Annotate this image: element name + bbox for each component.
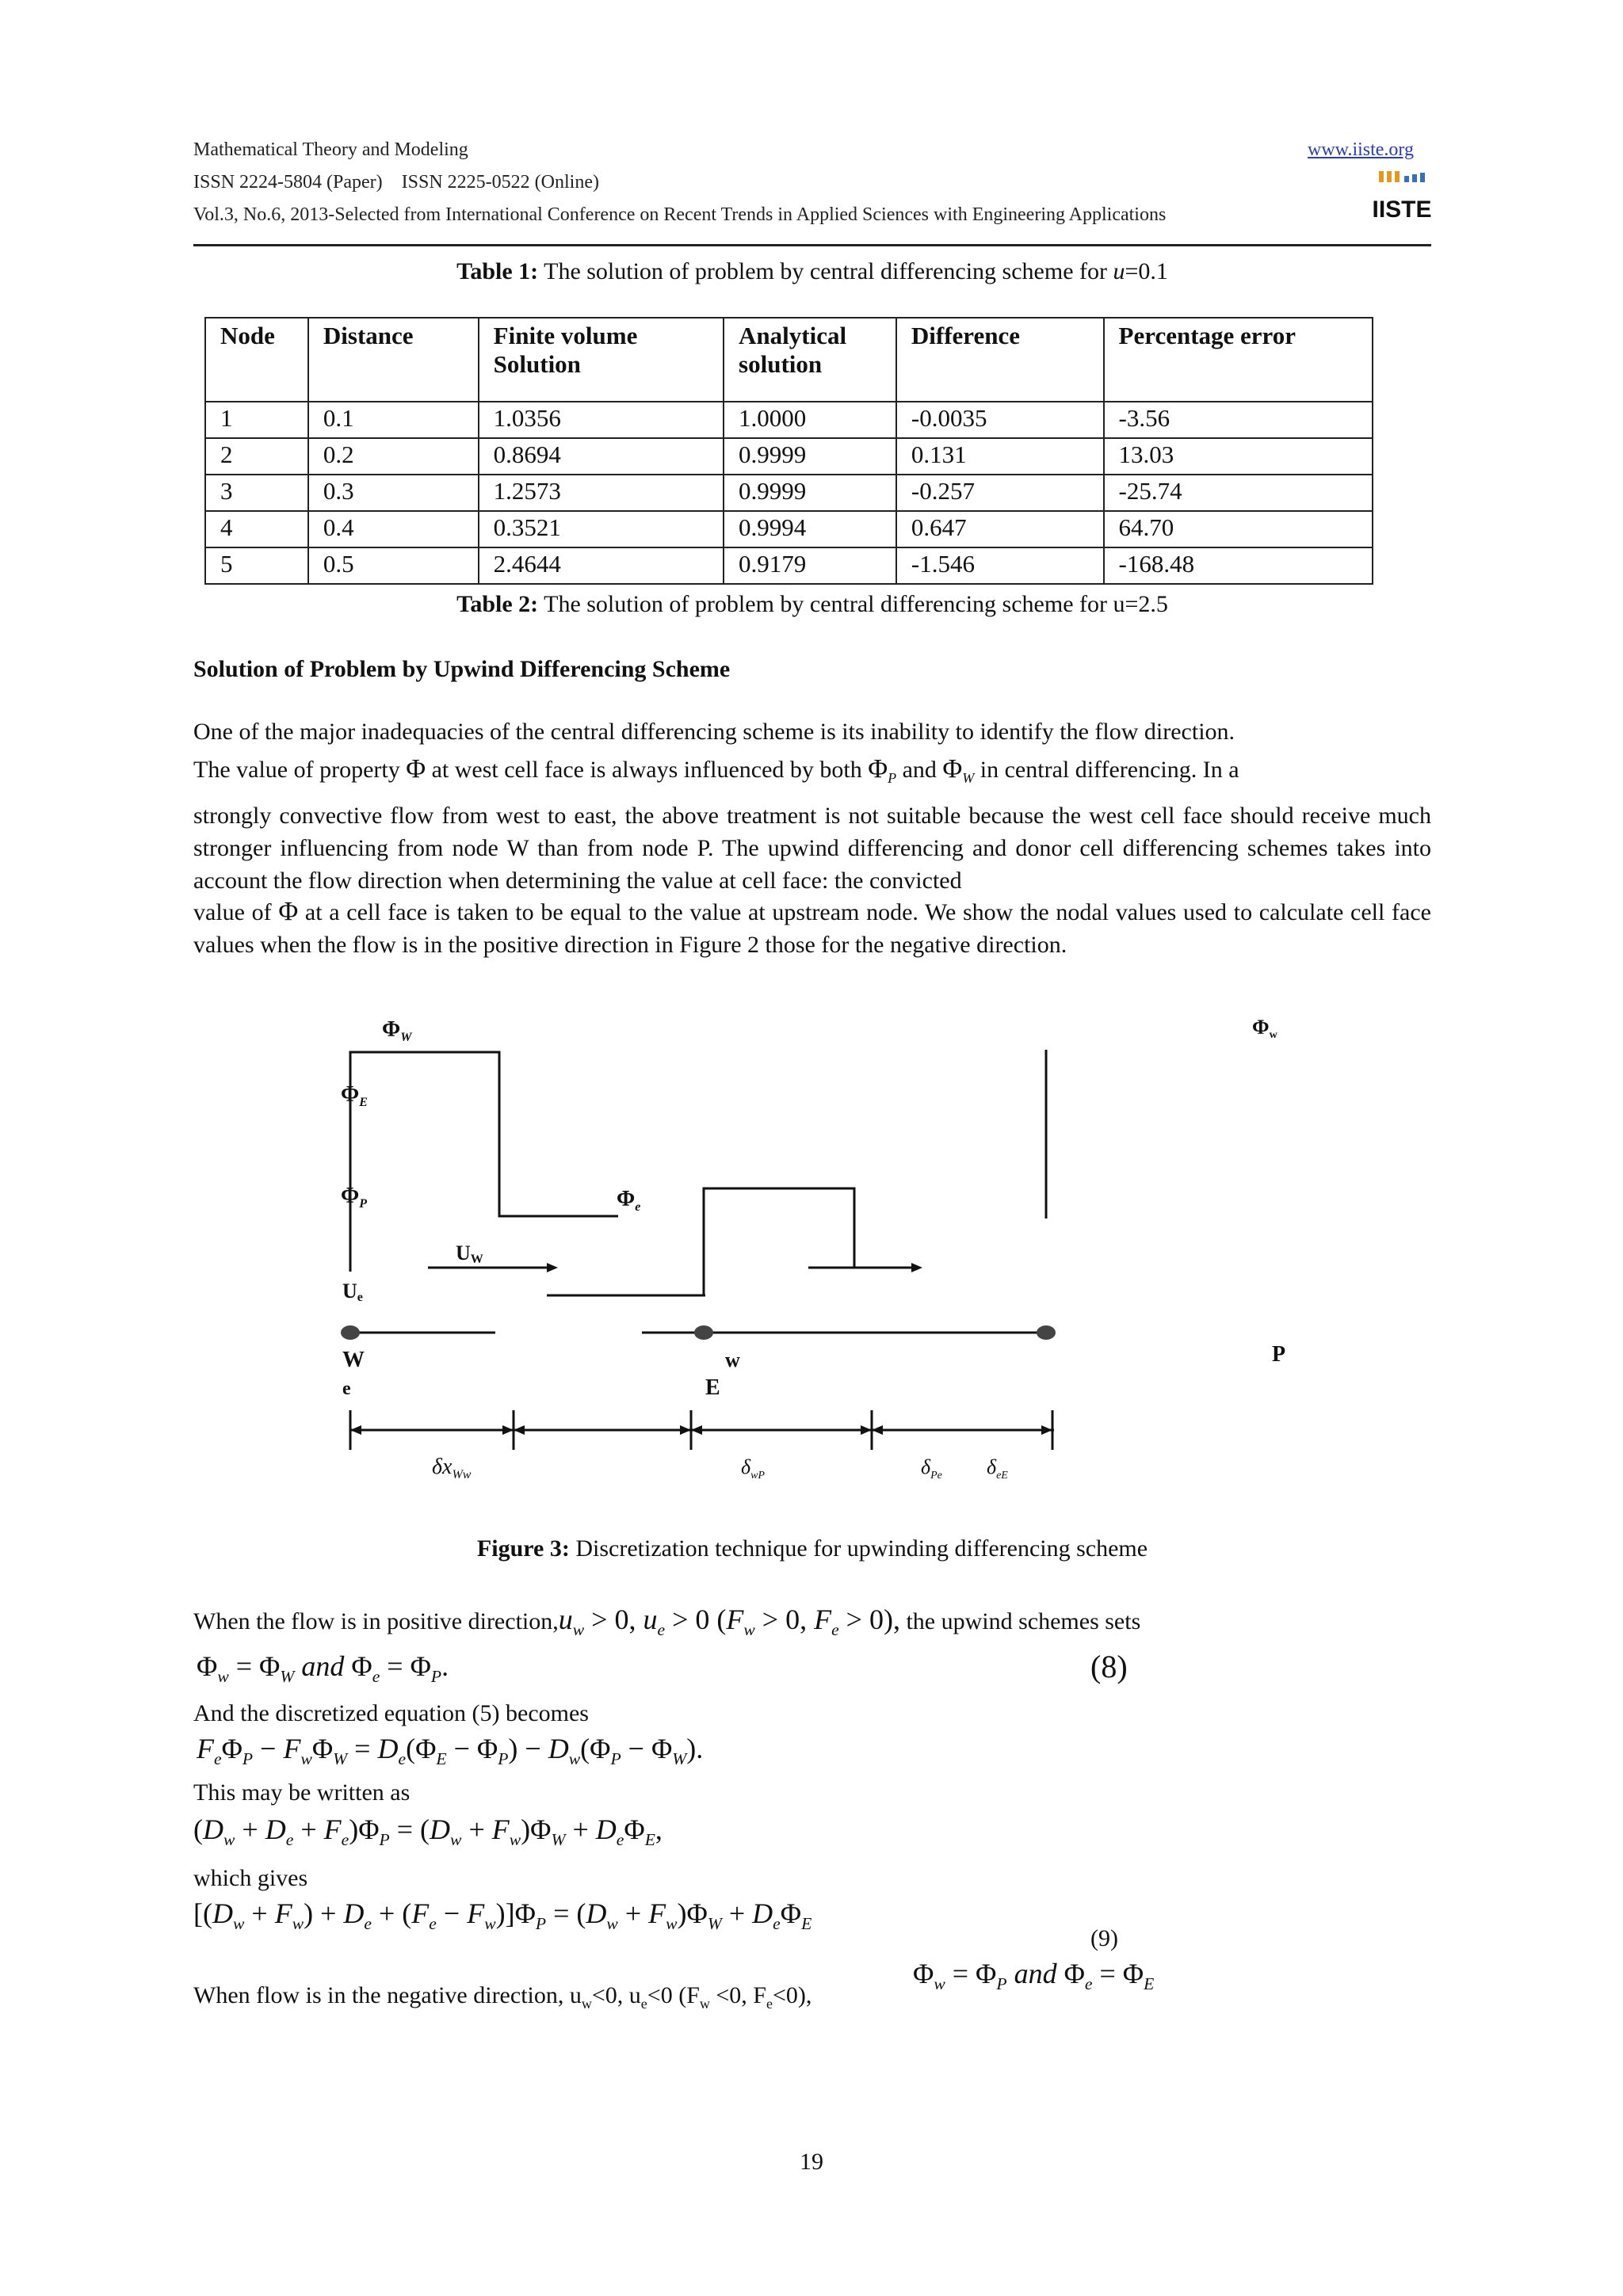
table-cell: -168.48 xyxy=(1104,547,1373,584)
delta-wp-label: $\delta_{wP}$ xyxy=(741,1455,765,1482)
table-cell: -3.56 xyxy=(1104,402,1373,438)
table2-caption: Table 2: The solution of problem by central differencing scheme for u=2.5 xyxy=(456,591,1168,617)
discretized-equation: $F_e\Phi_P - F_w\Phi_W = D_e(\Phi_E - \Phi_P) - D_w(\Phi_P - \Phi_W)$. xyxy=(197,1733,704,1769)
table-cell: 64.70 xyxy=(1104,511,1373,547)
delta-ee-label: $\delta_{eE}$ xyxy=(987,1455,1008,1482)
column-header: Finite volume Solution xyxy=(479,318,724,402)
discretized-intro: And the discretized equation (5) becomes xyxy=(193,1700,589,1726)
table-cell: 13.03 xyxy=(1104,438,1373,475)
table-header-row xyxy=(205,318,1373,402)
table-cell: 1.0356 xyxy=(479,402,724,438)
svg-text:IISTE: IISTE xyxy=(1372,196,1432,223)
table-cell: 2.4644 xyxy=(479,547,724,584)
equation-9-number: (9) xyxy=(1090,1925,1118,1951)
iiste-logo xyxy=(1372,168,1432,225)
discretization-diagram xyxy=(333,998,1308,1521)
table-cell: 1 xyxy=(205,402,308,438)
table-cell: 4 xyxy=(205,511,308,547)
table1-caption: Table 1: The solution of problem by central differencing scheme for u=0.1 xyxy=(456,258,1168,284)
written-as-text: This may be written as xyxy=(193,1779,411,1806)
node-p-label: P xyxy=(1272,1342,1286,1367)
table-row xyxy=(205,438,1373,475)
equation-9: $[(D_w + F_w) + D_e + (F_e - F_w)]\Phi_P = (D_w + F_w)\Phi_W + D_e\Phi_E$ xyxy=(193,1897,812,1934)
which-gives-text: which gives xyxy=(193,1865,308,1891)
face-e-label: e xyxy=(342,1379,351,1399)
phi-w-right-label: Φw xyxy=(1252,1016,1277,1041)
section-title: Solution of Problem by Upwind Differencing Scheme xyxy=(193,656,731,682)
results-table xyxy=(204,317,1373,585)
node-w-marker xyxy=(341,1325,360,1340)
face-w-label: w xyxy=(725,1348,740,1371)
page-number: 19 xyxy=(800,2149,823,2175)
table-row xyxy=(205,511,1373,547)
table-row xyxy=(205,547,1373,584)
equation-8-number: (8) xyxy=(1090,1649,1128,1684)
table-cell: 1.2573 xyxy=(479,475,724,511)
table-cell: 0.3521 xyxy=(479,511,724,547)
body-paragraph: One of the major inadequacies of the central differencing scheme is its inability to identify the flow direction. The value of property Φ at west cell face is always influenced by both $\Phi_P$ and $\Phi_W$ in central differencing. In a strongly convective flow from west to east, the above treatment is not suitable because the west cell face should receive much stronger influencing from node W than from node P. The upwind differencing and donor cell differencing schemes takes into account the flow direction when determining the value at cell face: the convicted value of Φ at a cell face is taken to be equal to the value at upstream node. We show the nodal values used to calculate cell face values when the flow is in the positive direction in Figure 2 those for the negative direction. xyxy=(193,719,1431,958)
node-p-marker xyxy=(1037,1325,1056,1340)
phi-w-label: $\Phi_W$ xyxy=(382,1017,412,1044)
node-e-label: E xyxy=(705,1375,720,1400)
table-cell: 0.2 xyxy=(308,438,479,475)
table-row xyxy=(205,402,1373,438)
table-cell: 0.647 xyxy=(896,511,1104,547)
delta-pe-label: $\delta_{Pe}$ xyxy=(921,1455,942,1482)
delta-x-ww-label: $\delta x_{Ww}$ xyxy=(432,1455,472,1482)
header-rule xyxy=(193,244,1431,246)
column-header: Difference xyxy=(896,318,1104,402)
issn-line: ISSN 2224-5804 (Paper) ISSN 2225-0522 (Online) xyxy=(193,172,599,193)
positive-direction-line: When the flow is in positive $direction,u_w > 0$, $u_e > 0$ ($F_w > 0$, $F_e > 0$), the upwind schemes sets xyxy=(193,1604,1141,1640)
phi-p-label: $\Phi_P$ xyxy=(341,1184,367,1211)
table-cell: 1.0000 xyxy=(724,402,896,438)
table-cell: -0.257 xyxy=(896,475,1104,511)
table-row xyxy=(205,475,1373,511)
volume-line: Vol.3, No.6, 2013-Selected from International Conference on Recent Trends in Applied Sciences with Engineering Applications xyxy=(193,204,1167,225)
table-cell: 0.5 xyxy=(308,547,479,584)
table-cell: 0.9999 xyxy=(724,475,896,511)
table-cell: 0.1 xyxy=(308,402,479,438)
table-cell: -1.546 xyxy=(896,547,1104,584)
negative-direction-equation: $\Phi_w = \Phi_P$ and $\Phi_e = \Phi_E$ xyxy=(913,1958,1155,1994)
phi-e-label: $\Phi_E$ xyxy=(341,1082,368,1109)
column-header: Distance xyxy=(308,318,479,402)
uw-label: UW xyxy=(456,1241,483,1266)
figure3-caption: Figure 3: Discretization technique for upwinding differencing scheme xyxy=(476,1535,1148,1562)
table-cell: 2 xyxy=(205,438,308,475)
equation-8: $\Phi_w = \Phi_W$ and $\Phi_e = \Phi_P$. xyxy=(197,1650,449,1687)
column-header: Percentage error xyxy=(1104,318,1373,402)
negative-direction-line: When flow is in the negative direction, $u_w<0$, $u_e<0$ ($F_w <0$, $F_e<0$), xyxy=(193,1982,812,2012)
table-cell: 0.9999 xyxy=(724,438,896,475)
rearranged-equation: $(D_w + D_e + F_e)\Phi_P = (D_w + F_w)\Phi_W + D_e\Phi_E$, xyxy=(193,1814,663,1850)
node-w-label: W xyxy=(342,1348,365,1372)
table-cell: 0.3 xyxy=(308,475,479,511)
table-cell: 0.9179 xyxy=(724,547,896,584)
table-cell: 0.131 xyxy=(896,438,1104,475)
journal-name: Mathematical Theory and Modeling xyxy=(193,139,468,160)
table-cell: 0.4 xyxy=(308,511,479,547)
table-cell: -25.74 xyxy=(1104,475,1373,511)
table-cell: 0.9994 xyxy=(724,511,896,547)
column-header: Node xyxy=(205,318,308,402)
journal-website-link[interactable]: www.iiste.org xyxy=(1308,139,1414,160)
column-header: Analytical solution xyxy=(724,318,896,402)
table-cell: 0.8694 xyxy=(479,438,724,475)
phi-e-face-label: $\Phi_e$ xyxy=(617,1187,641,1214)
ue-label: Ue xyxy=(342,1280,363,1304)
table-cell: -0.0035 xyxy=(896,402,1104,438)
table-cell: 3 xyxy=(205,475,308,511)
node-e-marker xyxy=(694,1325,713,1340)
table-cell: 5 xyxy=(205,547,308,584)
